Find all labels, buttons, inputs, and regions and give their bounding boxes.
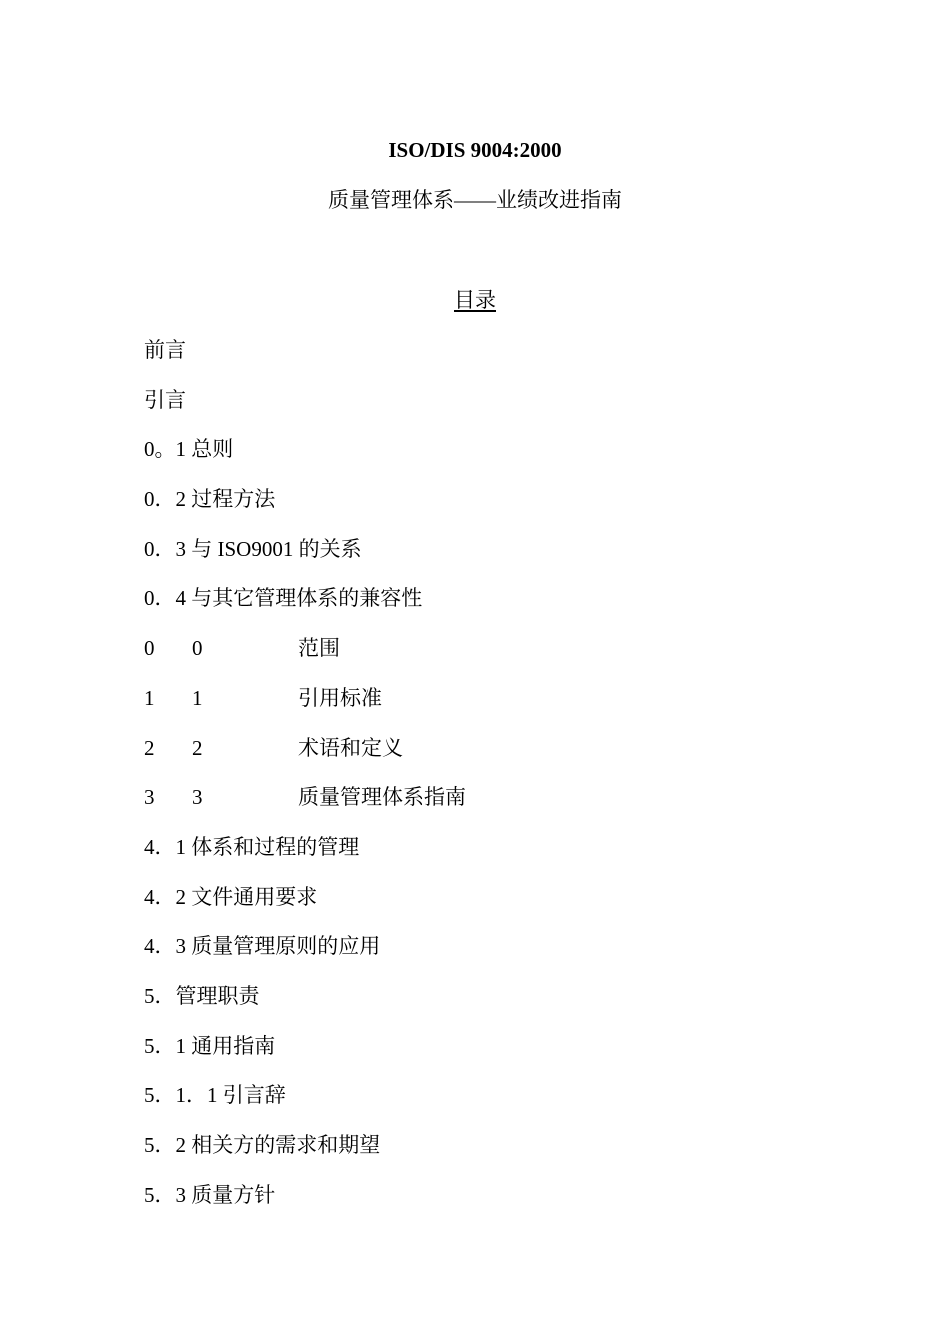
toc-item-scope [144,635,466,685]
toc-item-text: 4．3 质量管理原则的应用 [144,934,381,959]
toc-item-4-3 [144,933,466,983]
toc-item-number: 3 [192,785,203,810]
toc-item-0-4 [144,585,466,635]
toc-item-5-3 [144,1182,466,1232]
toc-item-0-2 [144,486,466,536]
toc-item-text: 4．1 体系和过程的管理 [144,834,360,859]
toc-item-5-2 [144,1132,466,1182]
toc-item-number: 1 [192,685,203,710]
toc-item-terms-definitions [144,735,466,785]
toc-item-number: 0 [192,636,203,661]
toc-list [144,337,466,1231]
toc-item-text: 5．2 相关方的需求和期望 [144,1133,381,1157]
toc-item-text: 5．1 通用指南 [144,1033,276,1058]
toc-item-text: 0．3 与 ISO9001 的关系 [144,536,362,561]
toc-item-normative-references [144,685,466,735]
toc-item-number: 1 [144,685,155,710]
toc-item-4-2 [144,884,466,934]
toc-item-text: 0．4 与其它管理体系的兼容性 [144,586,423,611]
toc-item-5 [144,983,466,1033]
toc-item-title: 范围 [298,636,340,661]
toc-item-number: 2 [192,735,203,760]
toc-item-0-1 [144,436,466,486]
toc-item-5-1-1 [144,1082,466,1132]
toc-item-text: 引言 [144,387,186,412]
toc-item-text: 5．1．1 引言辞 [144,1083,286,1108]
toc-item-title: 术语和定义 [298,735,403,760]
document-title: ISO/DIS 9004:2000 [388,138,562,162]
toc-item-qms-guidance [144,784,466,834]
toc-item-number: 0 [144,636,155,661]
toc-item-text: 0．2 过程方法 [144,487,276,512]
toc-item-foreword [144,337,466,387]
toc-item-text: 4．2 文件通用要求 [144,884,318,909]
toc-item-introduction [144,387,466,437]
toc-item-number: 2 [144,735,155,760]
toc-item-number: 3 [144,785,155,810]
toc-item-text: 前言 [144,338,186,362]
toc-heading [0,287,950,313]
toc-item-4-1 [144,834,466,884]
toc-item-title: 质量管理体系指南 [298,785,466,810]
toc-item-5-1 [144,1033,466,1083]
toc-item-text: 5．3 质量方针 [144,1182,276,1207]
toc-item-text: 5．管理职责 [144,983,260,1008]
document-subtitle: 质量管理体系——业绩改进指南 [328,188,622,212]
toc-item-0-3 [144,536,466,586]
toc-item-text: 0。1 总则 [144,437,234,462]
toc-item-title: 引用标准 [298,685,382,710]
toc-heading-text: 目录 [454,288,496,312]
